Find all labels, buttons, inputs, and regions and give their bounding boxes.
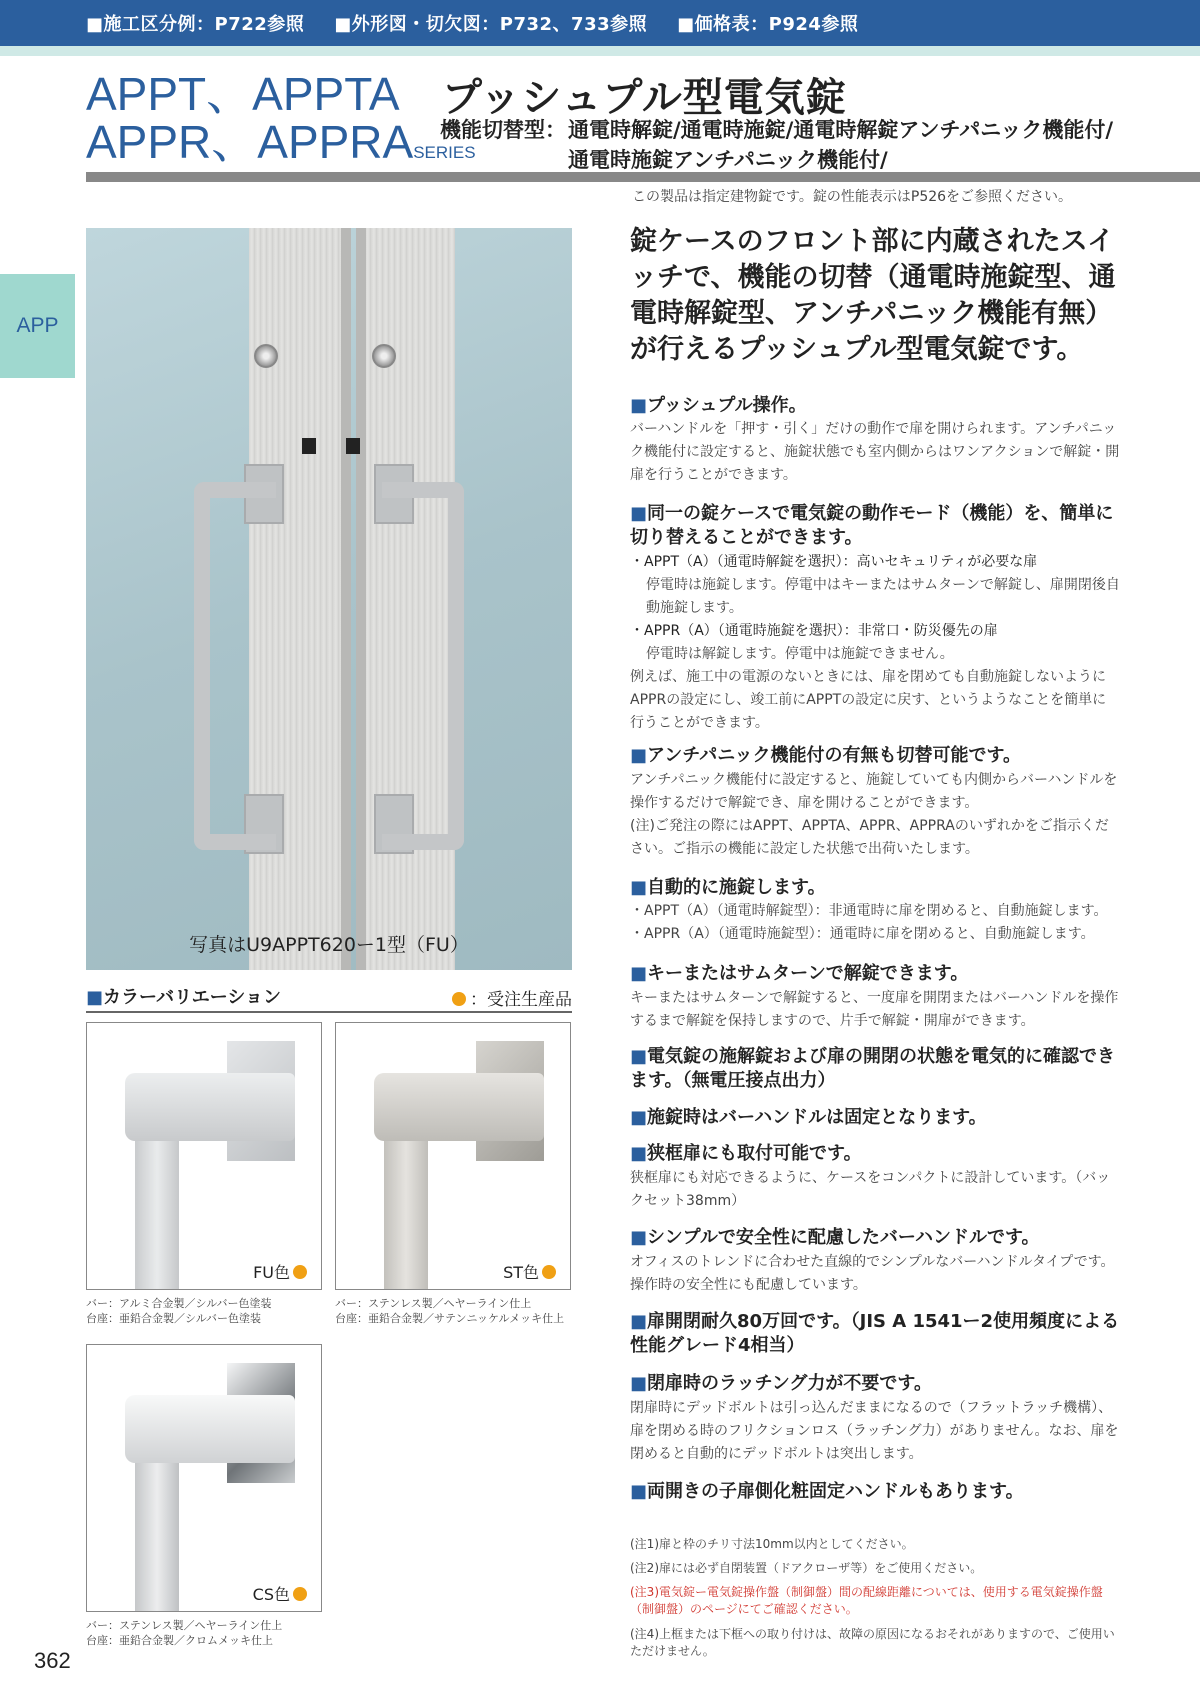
square-bullet-icon: ■ <box>630 1311 648 1332</box>
made-to-order-dot-icon <box>293 1265 307 1279</box>
feature-heading-latching <box>630 1372 1130 1396</box>
square-bullet-icon: ■ <box>630 877 648 898</box>
bar-handle-left <box>194 482 276 850</box>
feature-heading-mode-switch <box>630 502 1130 550</box>
feature-heading-text: プッシュプル操作。 <box>647 395 807 416</box>
function-label: 機能切替型： <box>440 118 566 142</box>
door-edge-left <box>341 228 351 970</box>
door-edge-right <box>356 228 366 970</box>
function-list-line-2: 通電時施錠アンチパニック機能付/ <box>568 148 888 172</box>
feature-heading-text: 両開きの子扉側化粧固定ハンドルもあります。 <box>647 1481 1024 1502</box>
feature-body-anti-panic: アンチパニック機能付に設定すると、施錠していても内側からバーハンドルを操作するだけで解錠でき、扉を開けることができます。 <box>630 772 1118 811</box>
feature-body-latching: 閉扉時にデッドボルトは引っ込んだままになるので（フラットラッチ機構）、扉を閉める時のフリクションロス（ラッチング力）がありません。なお、扉を閉めると自動的にデッドボルトは突出します。 <box>630 1400 1119 1462</box>
bar-handle-right <box>382 482 464 850</box>
feature-heading-fixed-handle <box>630 1106 1130 1130</box>
footnote-3: (注3)電気錠ー電気錠操作盤（制御盤）間の配線距離については、使用する電気錠操作盤（制御盤）のページにてご確認ください。 <box>630 1585 1103 1616</box>
product-photo <box>86 228 572 970</box>
series-line-2-text: APPR、APPRA <box>86 116 414 168</box>
feature-body-key-unlock: キーまたはサムターンで解錠すると、一度扉を開閉またはバーハンドルを操作するまで解錠を保持しますので、片手で解錠・開扉ができます。 <box>630 990 1119 1029</box>
square-bullet-icon: ■ <box>630 963 648 984</box>
footnote-2: (注2)扉には必ず自閉装置（ドアクローザ等）をご使用ください。 <box>630 1561 983 1575</box>
swatch-cs-top <box>125 1395 295 1463</box>
auto-lock-appt: ・APPT（A）（通電時解錠型）：非通電時に扉を閉めると、自動施錠します。 <box>630 903 1108 919</box>
square-bullet-icon: ■ <box>86 987 104 1008</box>
swatch-fu-label-text: FU色 <box>253 1263 290 1282</box>
swatch-st-caption-bar: バー：ステンレス製／ヘヤーライン仕上 <box>335 1297 532 1310</box>
side-index-tab[interactable]: APP <box>0 274 75 378</box>
key-cylinder-left <box>254 344 278 368</box>
feature-heading-text: 同一の錠ケースで電気錠の動作モード（機能）を、簡単に切り替えることができます。 <box>630 503 1114 548</box>
function-list-line-1: 通電時解錠/通電時施錠/通電時解錠アンチパニック機能付/ <box>568 118 1114 142</box>
swatch-st[interactable] <box>335 1022 571 1290</box>
mode-example-body: 例えば、施工中の電源のないときには、扉を閉めても自動施錠しないようにAPPRの設定にし、竣工前にAPPTの設定に戻す、というようなことを簡単に行うことができます。 <box>630 669 1107 731</box>
swatch-st-label <box>503 1260 560 1283</box>
made-to-order-dot-icon <box>452 992 466 1006</box>
feature-heading-text: アンチパニック機能付の有無も切替可能です。 <box>647 745 1022 766</box>
swatch-fu-caption-bar: バー：アルミ合金製／シルバー色塗装 <box>86 1297 272 1310</box>
header-ref-construction[interactable]: ■施工区分例：P722参照 <box>86 14 305 35</box>
made-to-order-legend <box>452 985 572 1010</box>
swatch-fu-caption <box>86 1296 272 1326</box>
square-bullet-icon: ■ <box>630 1481 648 1502</box>
page-number: 362 <box>34 1648 71 1673</box>
feature-heading-text: 施錠時はバーハンドルは固定となります。 <box>647 1107 987 1128</box>
header-bar <box>0 0 1200 46</box>
footnote-1: (注1)扉と枠のチリ寸法10mm以内としてください。 <box>630 1537 914 1551</box>
made-to-order-legend-text: ：受注生産品 <box>470 990 572 1010</box>
square-bullet-icon: ■ <box>630 1227 648 1248</box>
feature-heading-text: 閉扉時のラッチング力が不要です。 <box>647 1373 932 1394</box>
swatch-fu[interactable] <box>86 1022 322 1290</box>
mode-appt-body: 停電時は施錠します。停電中はキーまたはサムターンで解錠し、扉開閉後自動施錠します。 <box>646 577 1120 616</box>
photo-caption: 写真はU9APPT620ー1型（FU） <box>189 934 469 956</box>
square-bullet-icon: ■ <box>630 1373 648 1394</box>
order-note: (注)ご発注の際にはAPPT、APPTA、APPR、APPRAのいずれかをご指示ください。ご指示の機能に設定した状態で出荷いたします。 <box>630 818 1109 857</box>
feature-heading-text: 電気錠の施解錠および扉の開閉の状態を電気的に確認できます。（無電圧接点出力） <box>630 1046 1116 1091</box>
feature-heading-auto-lock <box>630 876 1130 900</box>
feature-heading-text: 狭框扉にも取付可能です。 <box>647 1143 862 1164</box>
swatch-fu-label <box>253 1260 311 1283</box>
feature-body-bar-handle: オフィスのトレンドに合わせた直線的でシンプルなバーハンドルタイプです。操作時の安全性にも配慮しています。 <box>630 1254 1115 1293</box>
header-accent-line <box>0 46 1200 56</box>
color-variation-heading <box>86 983 572 1013</box>
mode-appr-item: ・APPR（A）（通電時施錠を選択）：非常口・防災優先の扉 <box>630 623 998 639</box>
square-bullet-icon: ■ <box>630 503 648 524</box>
swatch-fu-top <box>125 1073 295 1141</box>
swatch-cs[interactable] <box>86 1344 322 1612</box>
feature-heading-text: 扉開閉耐久80万回です。（JIS A 1541ー2使用頻度による性能グレード4相当） <box>630 1311 1120 1356</box>
key-cylinder-right <box>372 344 396 368</box>
swatch-st-caption <box>335 1296 564 1326</box>
feature-heading-anti-panic <box>630 744 1130 768</box>
feature-body-narrow-stile: 狭框扉にも対応できるように、ケースをコンパクトに設計しています。（バックセット38mm） <box>630 1170 1111 1209</box>
auto-lock-appr: ・APPR（A）（通電時施錠型）：通電時に扉を閉めると、自動施錠します。 <box>630 926 1095 942</box>
mode-appt-item: ・APPT（A）（通電時解錠を選択）：高いセキュリティが必要な扉 <box>630 554 1038 570</box>
footnote-4: (注4)上框または下框への取り付けは、故障の原因になるおそれがありますので、ご使用いただけません。 <box>630 1627 1115 1658</box>
latch-left <box>302 438 316 454</box>
feature-heading-text: シンプルで安全性に配慮したバーハンドルです。 <box>647 1227 1040 1248</box>
lead-paragraph: 錠ケースのフロント部に内蔵されたスイッチで、機能の切替（通電時施錠型、通電時解錠型、アンチパニック機能有無）が行えるプッシュプル型電気錠です。 <box>630 226 1116 365</box>
swatch-st-label-text: ST色 <box>503 1263 539 1282</box>
feature-body-push-pull: バーハンドルを「押す・引く」だけの動作で扉を開けられます。アンチパニック機能付に設定すると、施錠状態でも室内側からはワンアクションで解錠・開扉を行うことができます。 <box>630 421 1120 483</box>
color-variation-title: カラーバリエーション <box>103 987 282 1008</box>
series-suffix: SERIES <box>413 143 476 162</box>
latch-right <box>346 438 360 454</box>
feature-heading-durability <box>630 1310 1130 1358</box>
feature-heading-bar-handle <box>630 1226 1130 1250</box>
feature-heading-push-pull <box>630 394 1130 418</box>
series-line-1: APPT、APPTA <box>86 68 400 120</box>
swatch-fu-caption-base: 台座：亜鉛合金製／シルバー色塗装 <box>86 1312 261 1325</box>
square-bullet-icon: ■ <box>630 395 648 416</box>
feature-heading-text: 自動的に施錠します。 <box>647 877 826 898</box>
header-ref-drawing[interactable]: ■外形図・切欠図：P732、733参照 <box>334 14 648 35</box>
swatch-cs-caption-bar: バー：ステンレス製／ヘヤーライン仕上 <box>86 1619 283 1632</box>
feature-heading-fixed-handle-inactive-leaf <box>630 1480 1130 1504</box>
made-to-order-dot-icon <box>542 1265 556 1279</box>
square-bullet-icon: ■ <box>630 1107 648 1128</box>
feature-heading-key-unlock <box>630 962 1130 986</box>
page-title: プッシュプル型電気錠 <box>442 75 847 121</box>
header-ref-price[interactable]: ■価格表：P924参照 <box>677 14 859 35</box>
swatch-cs-caption-base: 台座：亜鉛合金製／クロムメッキ仕上 <box>86 1634 273 1647</box>
title-divider <box>86 172 1200 182</box>
series-line-2 <box>86 118 476 177</box>
swatch-cs-label-text: CS色 <box>252 1585 290 1604</box>
swatch-cs-label <box>253 1582 311 1605</box>
swatch-cs-caption <box>86 1618 282 1648</box>
swatch-st-top <box>374 1073 544 1141</box>
swatch-st-caption-base: 台座：亜鉛合金製／サテンニッケルメッキ仕上 <box>335 1312 565 1325</box>
square-bullet-icon: ■ <box>630 1143 648 1164</box>
feature-heading-text: キーまたはサムターンで解錠できます。 <box>647 963 969 984</box>
square-bullet-icon: ■ <box>630 745 648 766</box>
series-title <box>86 70 476 177</box>
feature-heading-status-output <box>630 1045 1130 1093</box>
mode-appr-body: 停電時は解錠します。停電中は施錠できません。 <box>646 646 954 662</box>
made-to-order-dot-icon <box>293 1587 307 1601</box>
designated-lock-note: この製品は指定建物錠です。錠の性能表示はP526をご参照ください。 <box>632 189 1073 205</box>
feature-heading-narrow-stile <box>630 1142 1130 1166</box>
square-bullet-icon: ■ <box>630 1046 648 1067</box>
